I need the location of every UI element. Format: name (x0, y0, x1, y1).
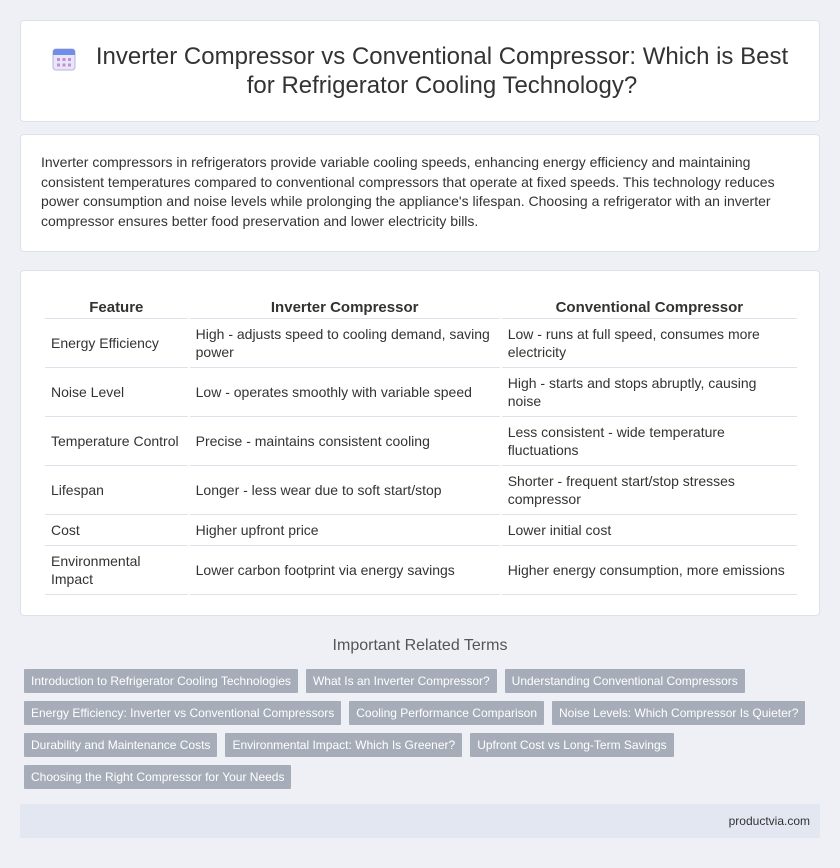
feature-cell: Cost (45, 515, 188, 546)
conventional-cell: High - starts and stops abruptly, causing noise (502, 368, 797, 417)
page-title: Inverter Compressor vs Conventional Compressor: Which is Best for Refrigerator Cooling Technology? (95, 43, 789, 99)
table-row (45, 466, 797, 515)
conventional-cell: Shorter - frequent start/stop stresses compressor (502, 466, 797, 515)
feature-cell: Temperature Control (45, 417, 188, 466)
related-term-link[interactable]: Environmental Impact: Which Is Greener? (225, 733, 462, 757)
comparison-table (43, 291, 799, 595)
column-header-feature: Feature (45, 291, 188, 319)
table-row (45, 515, 797, 546)
intro-paragraph: Inverter compressors in refrigerators provide variable cooling speeds, enhancing energy efficiency and maintaining consistent temperatures compared to conventional compressors that operate at fixed speeds. This technology reduces power consumption and noise levels while prolonging the appliance's lifespan. Choosing a refrigerator with an inverter compressor ensures better food preservation and lower electricity bills. (41, 154, 775, 229)
title-card (20, 20, 820, 122)
related-term-link[interactable]: Noise Levels: Which Compressor Is Quieter? (552, 701, 805, 725)
table-row (45, 319, 797, 368)
feature-cell: Environmental Impact (45, 546, 188, 595)
inverter-cell: Longer - less wear due to soft start/stop (190, 466, 500, 515)
intro-card (20, 134, 820, 252)
conventional-cell: Low - runs at full speed, consumes more electricity (502, 319, 797, 368)
inverter-cell: Low - operates smoothly with variable speed (190, 368, 500, 417)
inverter-cell: High - adjusts speed to cooling demand, saving power (190, 319, 500, 368)
related-terms-heading: Important Related Terms (332, 637, 508, 654)
related-term-link[interactable]: What Is an Inverter Compressor? (306, 669, 497, 693)
related-term-link[interactable]: Introduction to Refrigerator Cooling Technologies (24, 669, 298, 693)
calendar-icon (51, 46, 77, 72)
column-header-conventional: Conventional Compressor (502, 291, 797, 319)
related-term-link[interactable]: Energy Efficiency: Inverter vs Conventional Compressors (24, 701, 341, 725)
related-term-link[interactable]: Upfront Cost vs Long-Term Savings (470, 733, 673, 757)
related-terms-list (20, 669, 820, 797)
inverter-cell: Lower carbon footprint via energy savings (190, 546, 500, 595)
conventional-cell: Higher energy consumption, more emissions (502, 546, 797, 595)
table-row (45, 368, 797, 417)
conventional-cell: Less consistent - wide temperature fluctuations (502, 417, 797, 466)
table-header-row (45, 291, 797, 319)
comparison-table-card (20, 270, 820, 616)
inverter-cell: Higher upfront price (190, 515, 500, 546)
related-term-link[interactable]: Understanding Conventional Compressors (505, 669, 745, 693)
feature-cell: Energy Efficiency (45, 319, 188, 368)
related-term-link[interactable]: Durability and Maintenance Costs (24, 733, 217, 757)
footer-site-link[interactable]: productvia.com (728, 814, 810, 828)
table-row (45, 546, 797, 595)
related-term-link[interactable]: Choosing the Right Compressor for Your Needs (24, 765, 291, 789)
footer (20, 804, 820, 838)
related-term-link[interactable]: Cooling Performance Comparison (349, 701, 544, 725)
column-header-inverter: Inverter Compressor (190, 291, 500, 319)
inverter-cell: Precise - maintains consistent cooling (190, 417, 500, 466)
conventional-cell: Lower initial cost (502, 515, 797, 546)
feature-cell: Lifespan (45, 466, 188, 515)
title-wrap (51, 42, 789, 100)
table-row (45, 417, 797, 466)
feature-cell: Noise Level (45, 368, 188, 417)
